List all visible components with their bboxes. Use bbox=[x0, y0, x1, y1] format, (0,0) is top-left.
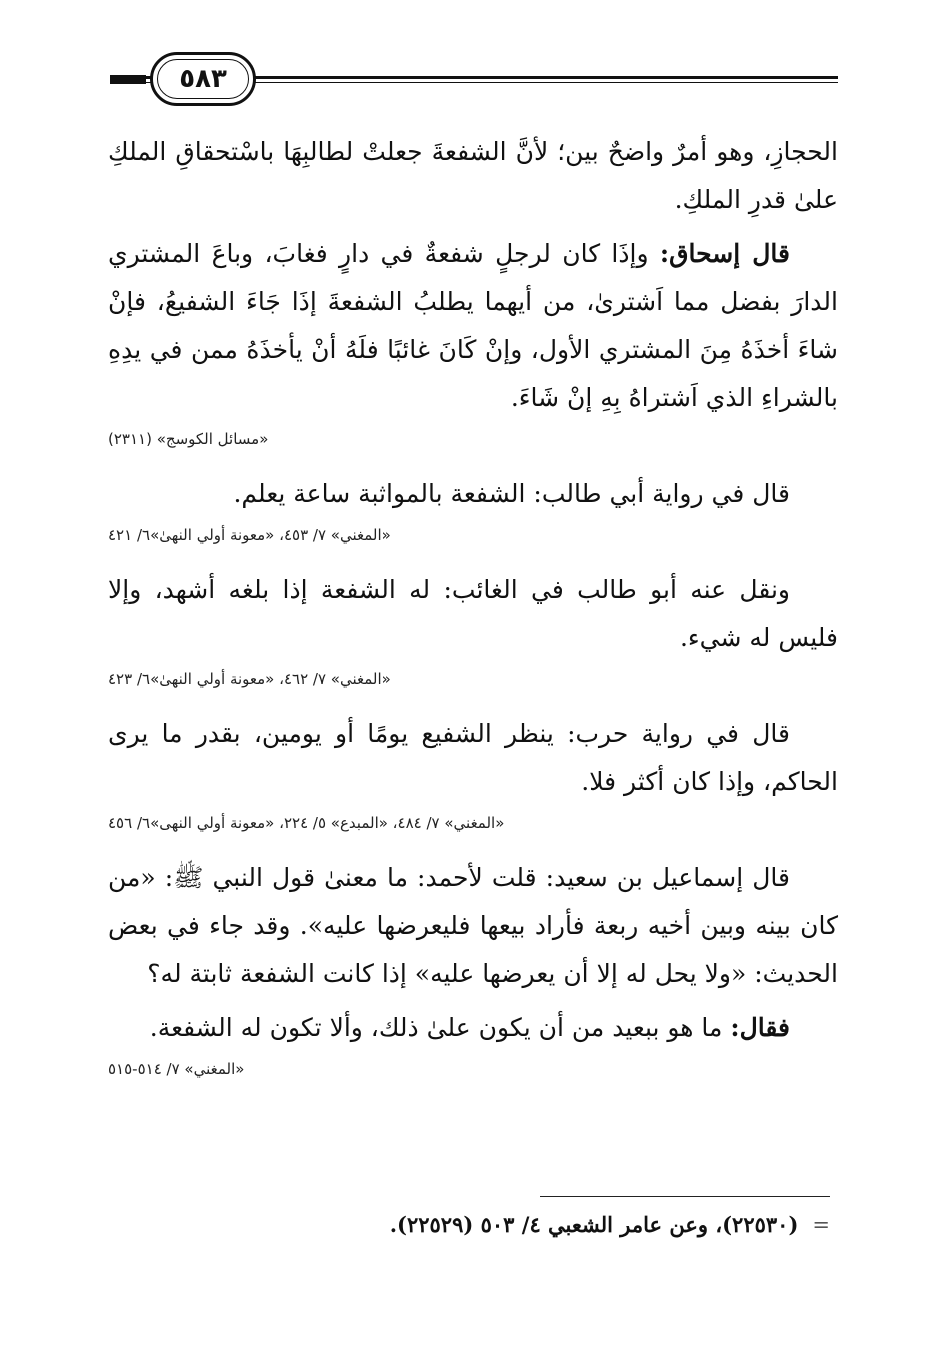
source-reference: «مسائل الكوسج» (٢٣١١) bbox=[108, 430, 269, 448]
page-body bbox=[108, 128, 838, 1100]
footnote-divider bbox=[540, 1196, 830, 1197]
paragraph-text: ما هو ببعيد من أن يكون علىٰ ذلك، وألا تكون له الشفعة. bbox=[149, 1013, 731, 1042]
paragraph-6 bbox=[108, 854, 838, 998]
paragraph-text: ونقل عنه أبو طالب في الغائب: له الشفعة إذا بلغه أشهد، وإلا فليس له شيء. bbox=[108, 575, 838, 652]
paragraph-text: قال إسماعيل بن سعيد: قلت لأحمد: ما معنىٰ قول النبي ﷺ: «من كان بينه وبين أخيه ربعة فأراد بيعها فليعرضها عليه». وقد جاء في بعض الحديث: «ولا يحل له إلا أن يعرضها عليه» إذا كانت الشفعة ثابتة له؟ bbox=[108, 863, 838, 988]
page-number: ٥٨٣ bbox=[150, 52, 256, 106]
paragraph-1 bbox=[108, 128, 838, 224]
speaker-label: قال إسحاق: bbox=[659, 239, 790, 268]
page-header bbox=[110, 52, 838, 108]
paragraph-3 bbox=[108, 470, 838, 518]
source-reference: «المغني» ٧/ ٤٦٢، «معونة أولي النهىٰ»٦/ ٤٢٣ bbox=[108, 670, 391, 688]
speaker-label: فقال: bbox=[730, 1013, 790, 1042]
paragraph-text: الحجازِ، وهو أمرٌ واضحٌ بين؛ لأنَّ الشفعةَ جعلتْ لطالبِهَا باسْتحقاقِ الملكِ علىٰ قدرِ الملكِ. bbox=[108, 137, 838, 214]
source-reference: «المغني» ٧/ ٤٨٤، «المبدع» ٥/ ٢٢٤، «معونة أولي النهى»٦/ ٤٥٦ bbox=[108, 814, 505, 832]
paragraph-7 bbox=[108, 1004, 838, 1052]
footnote-continuation-marker: = bbox=[812, 1213, 830, 1237]
footnote bbox=[340, 1208, 830, 1242]
paragraph-text: وإذَا كان لرجلٍ شفعةٌ في دارٍ فغابَ، وباعَ المشتري الدارَ بفضل مما اَشترىٰ، من أيهما يطلبُ الشفعةَ إذَا جَاءَ الشفيعُ، فإنْ شاءَ أخذَهُ مِنَ المشتري الأول، وإنْ كَانَ غائبًا فلَهُ أنْ يأخذَهُ ممن في يدِهِ بالشراءِ الذي اَشتراهُ بِهِ إنْ شَاءَ. bbox=[108, 239, 838, 412]
paragraph-2 bbox=[108, 230, 838, 422]
paragraph-text: قال في رواية أبي طالب: الشفعة بالمواثبة ساعة يعلم. bbox=[233, 479, 790, 508]
source-reference: «المغني» ٧/ ٤٥٣، «معونة أولي النهىٰ»٦/ ٤٢١ bbox=[108, 526, 391, 544]
paragraph-4 bbox=[108, 566, 838, 662]
paragraph-5 bbox=[108, 710, 838, 806]
paragraph-text: قال في رواية حرب: ينظر الشفيع يومًا أو يومين، بقدر ما يرى الحاكم، وإذا كان أكثر فلا. bbox=[108, 719, 838, 796]
source-reference: «المغني» ٧/ ٥١٤-٥١٥ bbox=[108, 1060, 245, 1078]
footnote-text: (٢٢٥٣٠)، وعن عامر الشعبي ٤/ ٥٠٣ (٢٢٥٢٩). bbox=[389, 1212, 799, 1237]
header-rule-lead bbox=[110, 75, 146, 84]
